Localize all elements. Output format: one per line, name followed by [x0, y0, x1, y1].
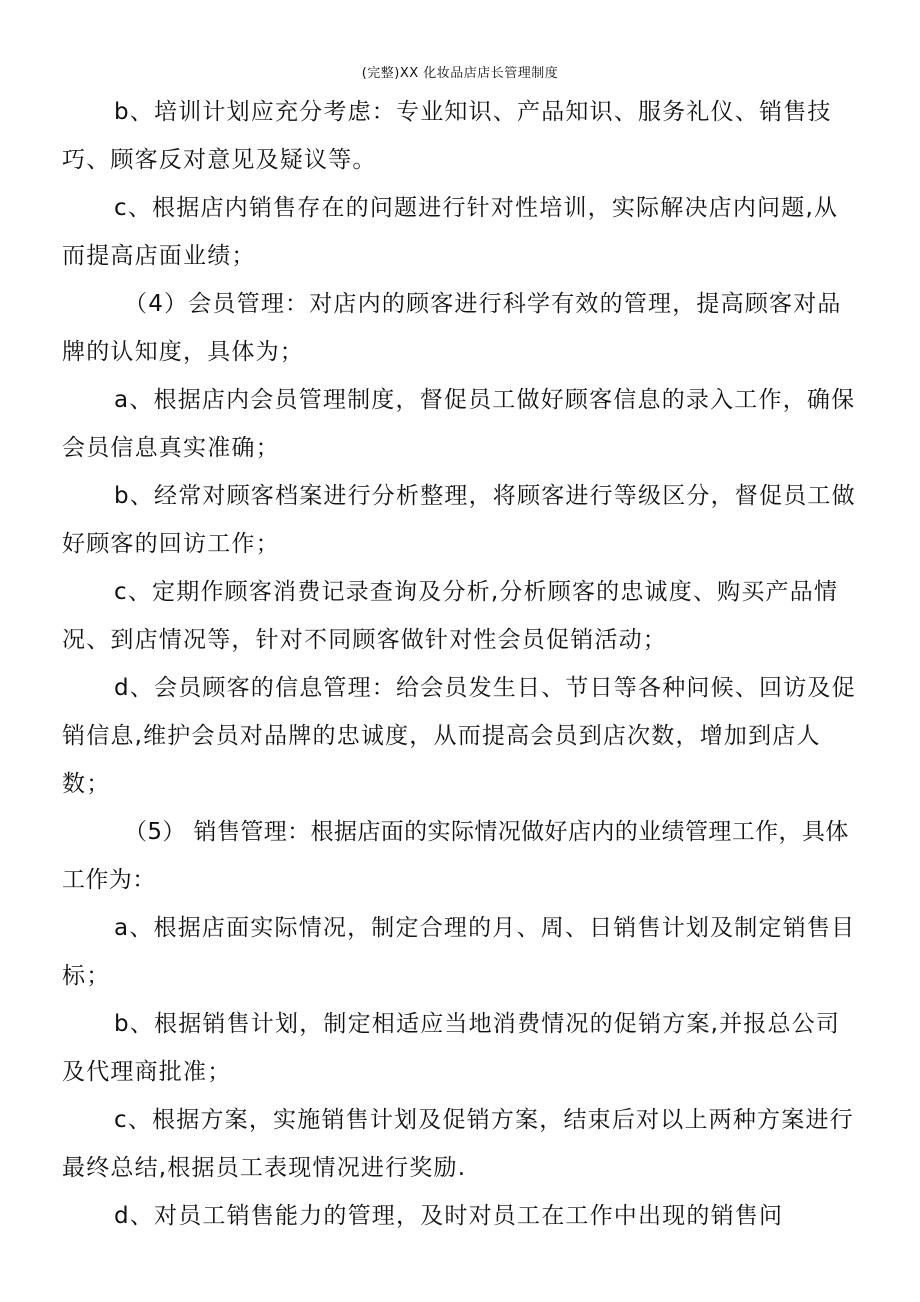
- paragraph-promotion-plan: b、根据销售计划，制定相适应当地消费情况的促销方案,并报总公司及代理商批准；: [62, 1011, 841, 1085]
- paragraph-training-plan: b、培训计划应充分考虑：专业知识、产品知识、服务礼仪、销售技巧、顾客反对意见及疑议等。: [62, 99, 832, 173]
- paragraph-targeted-training: c、根据店内销售存在的问题进行针对性培训，实际解决店内问题,从而提高店面业绩；: [62, 195, 839, 269]
- paragraph-consumption-records: c、定期作顾客消费记录查询及分析,分析顾客的忠诚度、购买产品情况、到店情况等，针对不同顾客做针对性会员促销活动；: [62, 579, 839, 653]
- paragraph-sales-plan: a、根据店面实际情况，制定合理的月、周、日销售计划及制定销售目标；: [62, 915, 856, 989]
- paragraph-member-info-entry: a、根据店内会员管理制度，督促员工做好顾客信息的录入工作，确保会员信息真实准确；: [62, 387, 856, 461]
- paragraph-customer-archive: b、经常对顾客档案进行分析整理，将顾客进行等级区分，督促员工做好顾客的回访工作；: [62, 483, 856, 557]
- paragraph-sales-management: （5） 销售管理：根据店面的实际情况做好店内的业绩管理工作，具体工作为：: [62, 819, 849, 893]
- paragraph-member-info-management: d、会员顾客的信息管理：给会员发生日、节日等各种问候、回访及促销信息,维护会员对品牌的忠诚度，从而提高会员到店次数，增加到店人数；: [62, 675, 856, 797]
- paragraph-plan-execution: c、根据方案，实施销售计划及促销方案，结束后对以上两种方案进行最终总结,根据员工表现情况进行奖励.: [62, 1107, 854, 1181]
- page-header-title: (完整)XX 化妆品店店长管理制度: [361, 66, 559, 81]
- paragraph-staff-sales-ability: d、对员工销售能力的管理，及时对员工在工作中出现的销售问: [114, 1203, 784, 1229]
- document-body: [62, 88, 862, 1240]
- paragraph-member-management: （4）会员管理：对店内的顾客进行科学有效的管理，提高顾客对品牌的认知度，具体为；: [62, 291, 842, 365]
